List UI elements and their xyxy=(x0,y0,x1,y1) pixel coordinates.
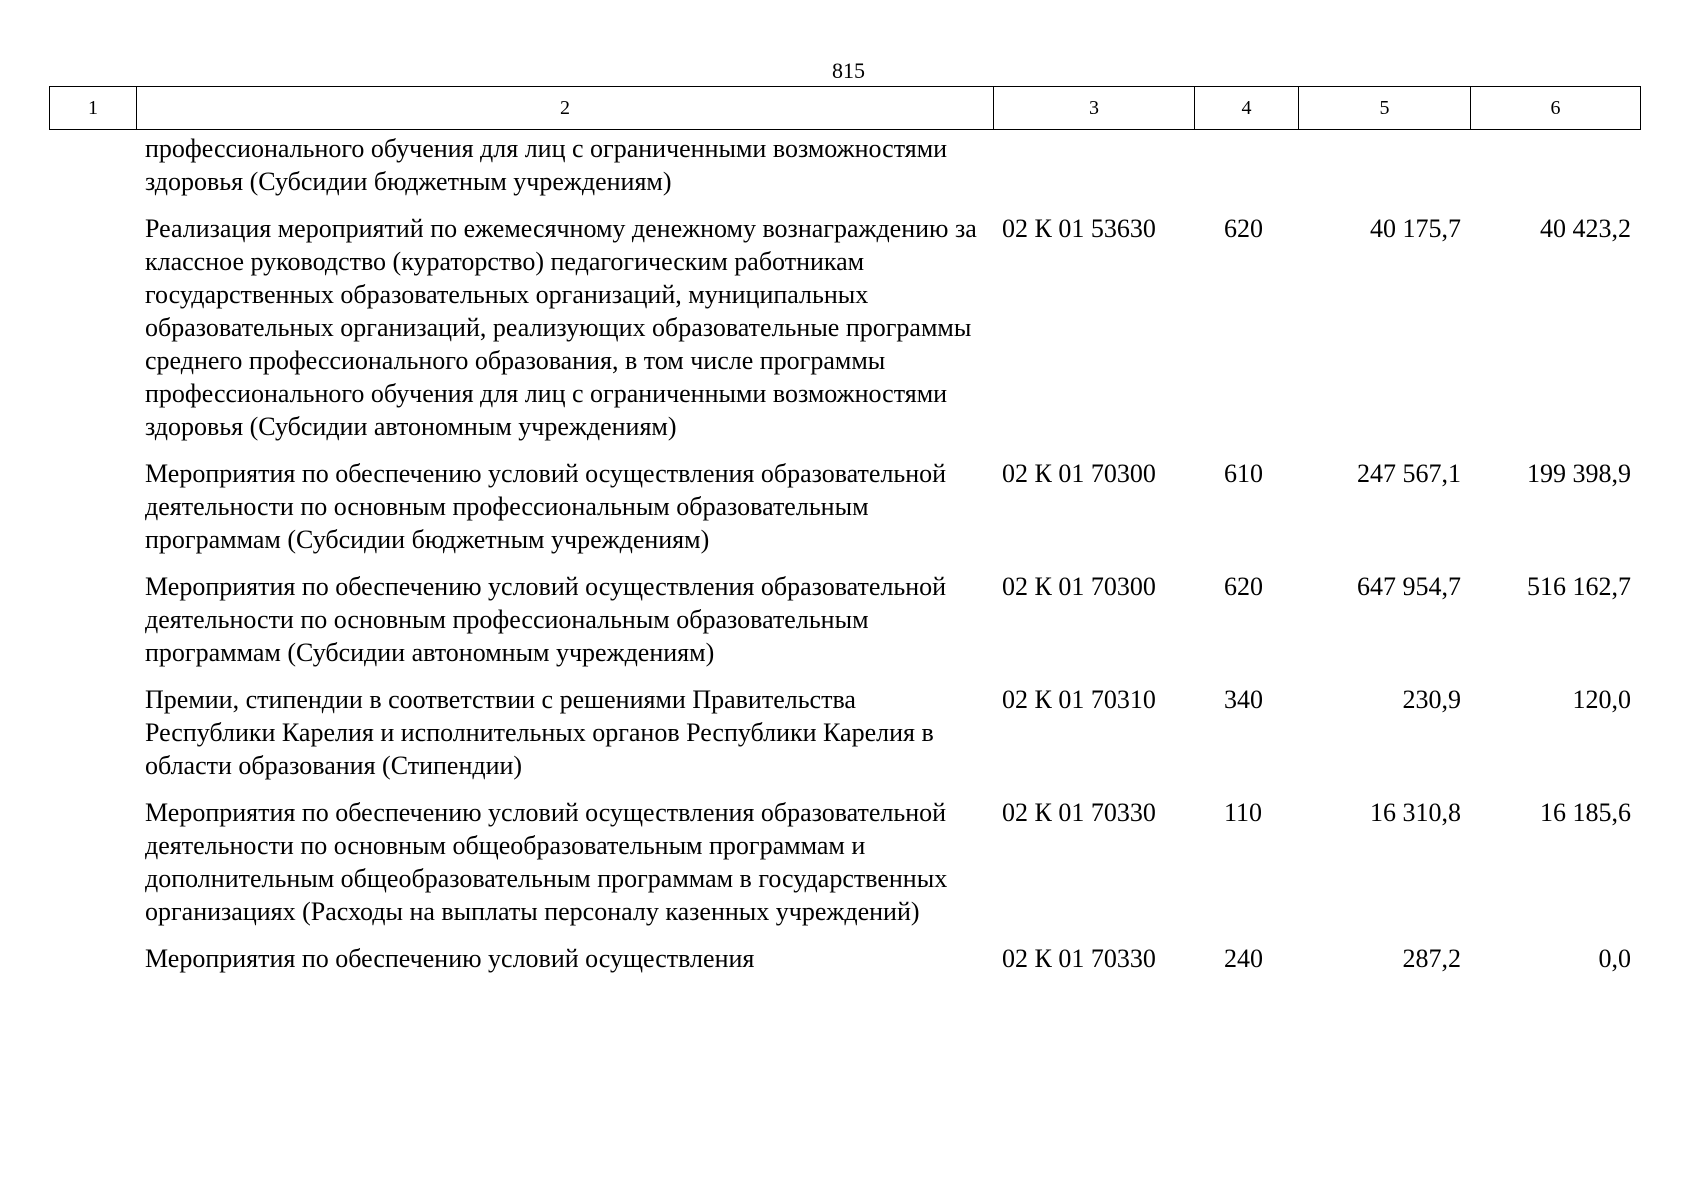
column-header-table xyxy=(49,86,1641,130)
column-header-4: 4 xyxy=(1195,87,1299,130)
row-amount-1: 230,9 xyxy=(1402,685,1461,714)
table-row xyxy=(49,570,1640,683)
table-row xyxy=(49,132,1640,212)
row-index-cell xyxy=(49,942,136,975)
column-header-3: 3 xyxy=(994,87,1195,130)
row-amount-2: 516 162,7 xyxy=(1527,572,1631,601)
row-type: 610 xyxy=(1224,459,1263,488)
budget-table xyxy=(49,132,1640,975)
row-description: Реализация мероприятий по ежемесячному денежному вознаграждению за классное руководство (кураторство) педагогическим работникам государственных образовательных организаций, муниципальных образовательных организаций, реализующих образовательные программы среднего профессионального образования, в том числе программы профессионального обучения для лиц с ограниченными возможностями здоровья (Субсидии автономным учреждениям) xyxy=(145,214,977,441)
row-index-cell xyxy=(49,570,136,683)
column-header-row xyxy=(50,87,1641,130)
row-amount-1: 247 567,1 xyxy=(1357,459,1461,488)
row-code: 02 К 01 53630 xyxy=(1002,214,1156,243)
row-type: 110 xyxy=(1224,798,1263,827)
row-amount-2: 40 423,2 xyxy=(1540,214,1631,243)
table-row xyxy=(49,796,1640,942)
row-description: Мероприятия по обеспечению условий осуществления образовательной деятельности по основным профессиональным образовательным программам (Субсидии бюджетным учреждениям) xyxy=(145,459,947,554)
row-amount-2: 0,0 xyxy=(1598,944,1631,973)
row-code: 02 К 01 70330 xyxy=(1002,944,1156,973)
row-type: 620 xyxy=(1224,572,1263,601)
row-type: 240 xyxy=(1224,944,1263,973)
table-row xyxy=(49,942,1640,975)
row-amount-2: 16 185,6 xyxy=(1540,798,1631,827)
row-amount-1: 40 175,7 xyxy=(1370,214,1461,243)
table-row xyxy=(49,683,1640,796)
row-code xyxy=(993,132,1194,212)
row-description: профессионального обучения для лиц с ограниченными возможностями здоровья (Субсидии бюджетным учреждениям) xyxy=(145,134,948,196)
row-code: 02 К 01 70300 xyxy=(1002,459,1156,488)
row-amount-2: 199 398,9 xyxy=(1527,459,1631,488)
row-amount-1 xyxy=(1298,132,1470,212)
row-code: 02 К 01 70300 xyxy=(1002,572,1156,601)
row-code: 02 К 01 70330 xyxy=(1002,798,1156,827)
row-index-cell xyxy=(49,212,136,457)
row-type xyxy=(1194,132,1298,212)
row-index-cell xyxy=(49,683,136,796)
row-description: Мероприятия по обеспечению условий осуществления xyxy=(145,944,755,973)
row-index-cell xyxy=(49,457,136,570)
row-amount-2 xyxy=(1470,132,1640,212)
row-description: Премии, стипендии в соответствии с решениями Правительства Республики Карелия и исполнительных органов Республики Карелия в области образования (Стипендии) xyxy=(145,685,934,780)
row-amount-1: 647 954,7 xyxy=(1357,572,1461,601)
column-header-5: 5 xyxy=(1299,87,1471,130)
row-index-cell xyxy=(49,796,136,942)
column-header-2: 2 xyxy=(137,87,994,130)
table-row xyxy=(49,212,1640,457)
table-row xyxy=(49,457,1640,570)
row-amount-2: 120,0 xyxy=(1572,685,1631,714)
column-header-1: 1 xyxy=(50,87,137,130)
row-index-cell xyxy=(49,132,136,212)
row-amount-1: 16 310,8 xyxy=(1370,798,1461,827)
row-description: Мероприятия по обеспечению условий осуществления образовательной деятельности по основным профессиональным образовательным программам (Субсидии автономным учреждениям) xyxy=(145,572,947,667)
row-code: 02 К 01 70310 xyxy=(1002,685,1156,714)
row-description: Мероприятия по обеспечению условий осуществления образовательной деятельности по основным общеобразовательным программам и дополнительным общеобразовательным программам в государственных организациях (Расходы на выплаты персоналу казенных учреждений) xyxy=(145,798,948,926)
row-type: 620 xyxy=(1224,214,1263,243)
page-number: 815 xyxy=(832,58,865,83)
row-amount-1: 287,2 xyxy=(1402,944,1461,973)
column-header-6: 6 xyxy=(1471,87,1641,130)
row-type: 340 xyxy=(1224,685,1263,714)
